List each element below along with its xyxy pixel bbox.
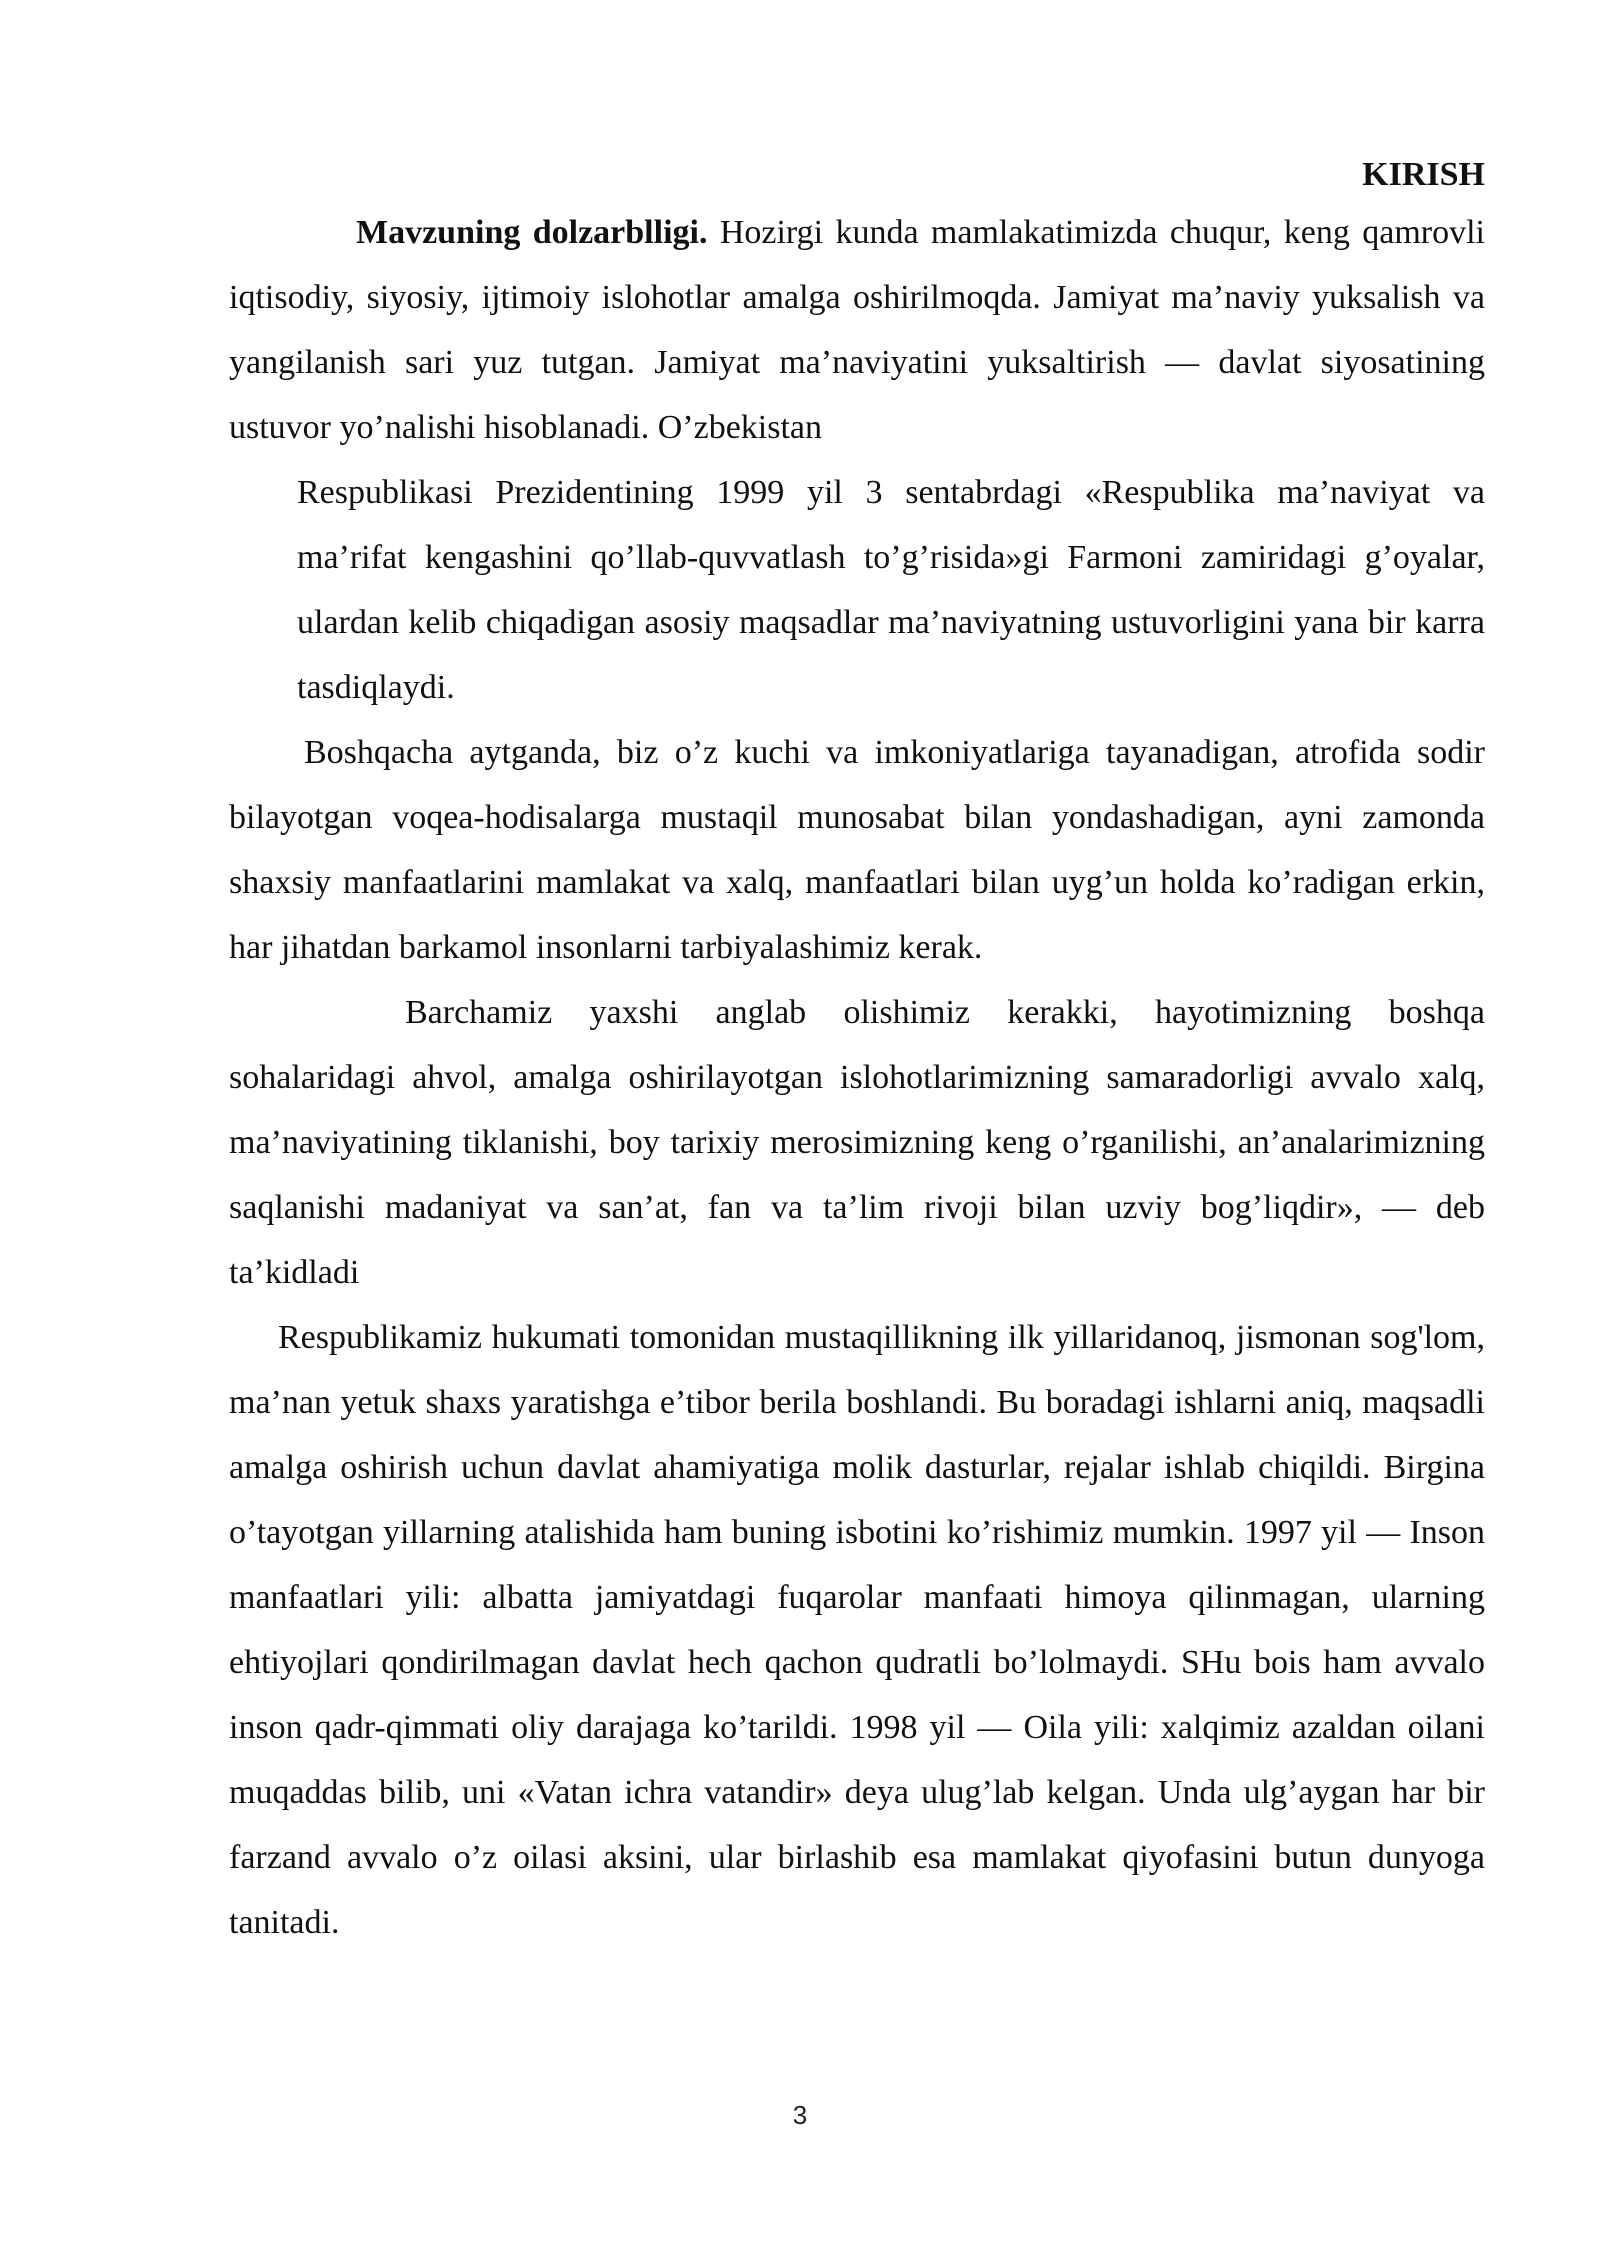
paragraph-lead: Mavzuning dolzarblligi. xyxy=(356,214,708,251)
paragraph-text: Hozirgi kunda mamlakatimizda chuqur, keng qamrovli iqtisodiy, siyosiy, ijtimoiy islohotlar amalga oshirilmoqda. Jamiyat ma’naviy yuksalish va yangilanish sari yuz tutgan. Jamiyat ma’naviyatini yuksaltirish — davlat siyosatining ustuvor yo’nalishi hisoblanadi. O’zbekistan xyxy=(229,214,1486,446)
section-heading: KIRISH xyxy=(1362,156,1485,193)
paragraph-quote: Barchamiz yaxshi anglab olishimiz kerakki, hayotimizning boshqa sohalaridagi ahvol, amalga oshirilayotgan islohotlarimizning samaradorligi avvalo xalq, ma’naviyatining tiklanishi, boy tarixiy merosimizning keng o’rganilishi, an’analarimizning saqlanishi madaniyat va san’at, fan va ta’lim rivoji bilan uzviy bog’liqdir», — deb ta’kidladi xyxy=(229,994,1485,1291)
page-number: 3 xyxy=(792,2100,808,2130)
paragraph-relevance xyxy=(229,200,1485,460)
paragraph-otherwise: Boshqacha aytganda, biz o’z kuchi va imkoniyatlariga tayanadigan, atrofida sodir bilayotgan voqea-hodisalarga mustaqil munosabat bilan yondashadigan, ayni zamonda shaxsiy manfaatlarini mamlakat va xalq, manfaatlari bilan uyg’un holda ko’radigan erkin, har jihatdan barkamol insonlarni tarbiyalashimiz kerak. xyxy=(229,734,1485,966)
paragraph-text: Respublikasi Prezidentining 1999 yil 3 sentabrdagi «Respublika ma’naviyat va ma’rifat kengashini qo’llab-quvvatlash to’g’risida»gi Farmoni zamiridagi g’oyalar, ulardan kelib chiqadigan asosiy maqsadlar ma’naviyatning ustuvorligini yana bir karra tasdiqlaydi. xyxy=(297,474,1485,706)
paragraph-government: Respublikamiz hukumati tomonidan mustaqillikning ilk yillaridanoq, jismonan sog'lom, ma’nan yetuk shaxs yaratishga e’tibor berila boshlandi. Bu boradagi ishlarni aniq, maqsadli amalga oshirish uchun davlat ahamiyatiga molik dasturlar, rejalar ishlab chiqildi. Birgina o’tayotgan yillarning atalishida ham buning isbotini ko’rishimiz mumkin. 1997 yil — Inson manfaatlari yili: albatta jamiyatdagi fuqarolar manfaati himoya qilinmagan, ularning ehtiyojlari qondirilmagan davlat hech qachon qudratli bo’lolmaydi. SHu bois ham avvalo inson qadr-qimmati oliy darajaga ko’tarildi. 1998 yil — Oila yili: xalqimiz azaldan oilani muqaddas bilib, uni «Vatan ichra vatandir» deya ulug’lab kelgan. Unda ulg’aygan har bir farzand avvalo o’z oilasi aksini, ular birlashib esa mamlakat qiyofasini butun dunyoga tanitadi. xyxy=(229,1319,1485,1941)
paragraph-decree xyxy=(229,460,1485,720)
document-body xyxy=(229,150,1485,1955)
